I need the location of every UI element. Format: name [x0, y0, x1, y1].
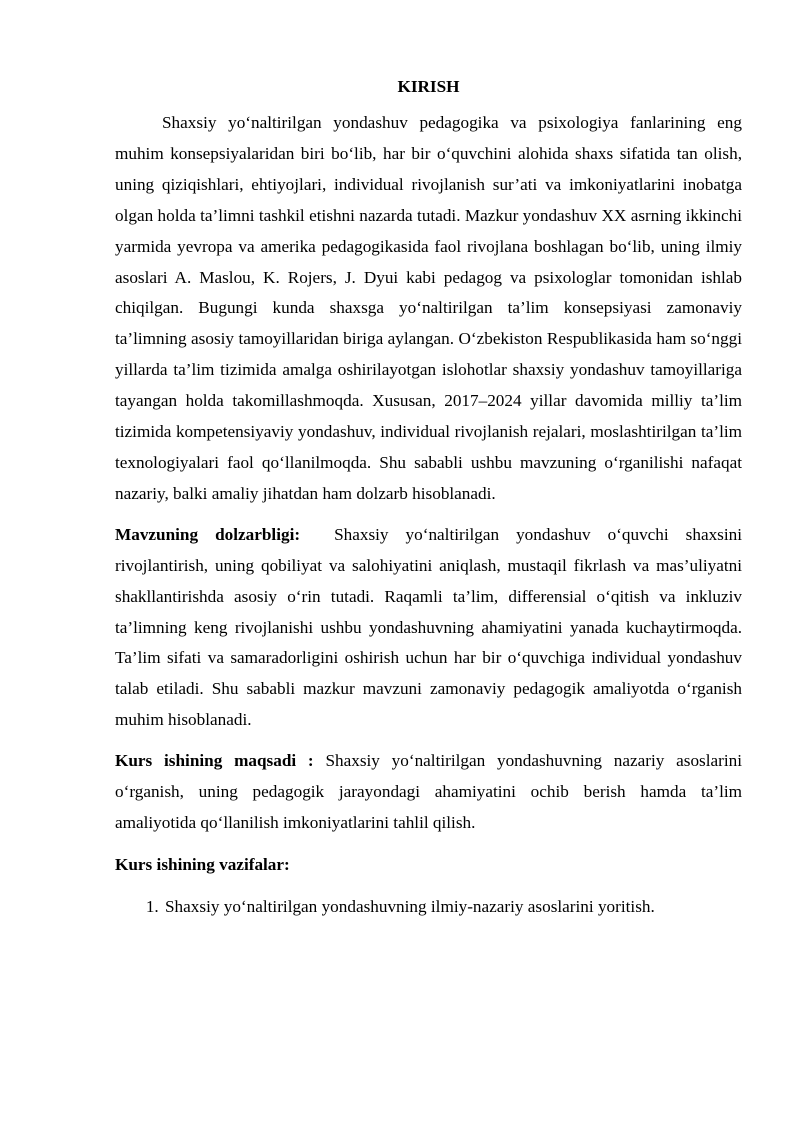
- intro-paragraph: Shaxsiy yo‘naltirilgan yondashuv pedagogika va psixologiya fanlarining eng muhim konsepsiyalaridan biri bo‘lib, har bir o‘quvchini alohida shaxs sifatida tan olish, uning qiziqishlari, ehtiyojlari, individual rivojlanish sur’ati va imkoniyatlarini inobatga olgan holda ta’limni tashkil etishni nazarda tutadi. Mazkur yondashuv XX asrning ikkinchi yarmida yevropa va amerika pedagogikasida faol rivojlana boshlagan bo‘lib, uning ilmiy asoslari A. Maslou, K. Rojers, J. Dyui kabi pedagog va psixologlar tomonidan ishlab chiqilgan. Bugungi kunda shaxsga yo‘naltirilgan ta’lim konsepsiyasi zamonaviy ta’limning asosiy tamoyillaridan biriga aylangan. O‘zbekiston Respublikasida ham so‘nggi yillarda ta’lim tizimida amalga oshirilayotgan islohotlar shaxsiy yondashuv tamoyillariga tayangan holda takomillashmoqda. Xususan, 2017–2024 yillar davomida milliy ta’lim tizimida kompetensiyaviy yondashuv, individual rivojlanish rejalari, moslashtirilgan ta’lim texnologiyalari faol qo‘llanilmoqda. Shu sababli ushbu mavzuning o‘rganilishi nafaqat nazariy, balki amaliy jihatdan ham dolzarb hisoblanadi.: [115, 113, 742, 503]
- list-item: 1. Shaxsiy yo‘naltirilgan yondashuvning ilmiy-nazariy asoslarini yoritish.: [163, 892, 742, 923]
- tasks-list: [115, 892, 742, 923]
- document-page: [115, 76, 742, 923]
- page-title: KIRISH: [397, 77, 460, 96]
- goal-paragraph: [115, 746, 742, 839]
- tasks-heading: Kurs ishining vazifalar:: [115, 854, 290, 874]
- relevance-label: Mavzuning dolzarbligi:: [115, 524, 301, 544]
- relevance-text: Shaxsiy yo‘naltirilgan yondashuv o‘quvchi shaxsini rivojlantirish, uning qobiliyat va salohiyatini aniqlash, mustaqil fikrlash va mas’uliyatni shakllantirishda asosiy o‘rin tutadi. Raqamli ta’lim, differensial o‘qitish va inkluziv ta’limning keng rivojlanishi ushbu yondashuvning ahamiyatini yanada kuchaytirmoqda. Ta’lim sifati va samaradorligini oshirish uchun har bir o‘quvchiga individual yondashuv talab etiladi. Shu sababli mazkur mavzuni zamonaviy pedagogik amaliyotda o‘rganish muhim hisoblanadi.: [115, 524, 743, 730]
- goal-label: Kurs ishining maqsadi :: [115, 751, 314, 771]
- relevance-paragraph: [115, 520, 742, 736]
- goal-text: Shaxsiy yo‘naltirilgan yondashuvning nazariy asoslarini o‘rganish, uning pedagogik jarayondagi ahamiyatini ochib berish hamda ta’lim amaliyotida qo‘llanilish imkoniyatlarini tahlil qilish.: [115, 751, 743, 832]
